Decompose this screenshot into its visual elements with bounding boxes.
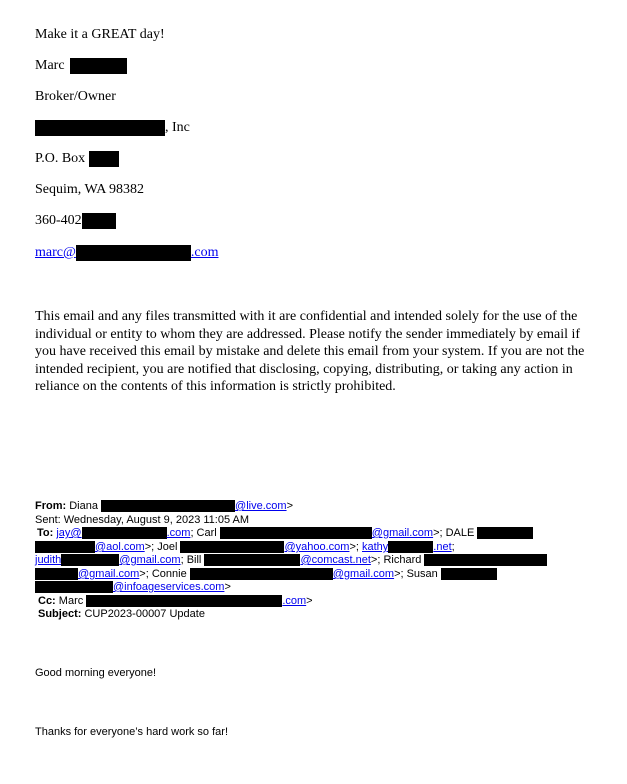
redaction-box [190,568,333,580]
subject-text: CUP2023-00007 Update [84,608,205,620]
redaction-box [180,541,284,553]
email-prefix[interactable]: marc@ [35,245,76,260]
signature-email-link[interactable] [35,245,218,261]
to-sep-5: >; [349,541,359,553]
company-suffix: , Inc [165,120,190,135]
email-suffix[interactable]: .com [190,245,219,260]
signature-po-box [35,151,119,167]
redaction-box [86,595,282,607]
to-email-1-suffix[interactable]: .com [166,527,191,539]
to-email-2-domain[interactable]: @gmail.com [371,527,434,539]
to-email-3-domain[interactable]: @aol.com [95,541,145,553]
to-end: > [224,581,231,593]
to-email-5-suffix[interactable]: .net [433,541,452,553]
signature-company [35,120,190,136]
signature-title: Broker/Owner [35,89,116,104]
redaction-box [61,554,119,566]
redaction-box [388,541,433,553]
to-line-4 [35,568,497,582]
cc-name: Marc [58,595,84,607]
to-line-2 [35,541,455,555]
to-email-6-prefix[interactable]: judith [35,554,62,566]
redaction-box [76,245,191,261]
cc-label: Cc: [38,595,56,607]
to-line-1 [37,527,533,541]
redaction-box [35,581,113,593]
redaction-box [441,568,497,580]
redaction-box [424,554,547,566]
to-email-1-prefix[interactable]: jay@ [56,527,82,539]
redaction-box [89,151,119,167]
redaction-box [204,554,300,566]
to-line-3 [35,554,547,568]
body-greeting: Good morning everyone! [35,667,157,679]
to-email-5-prefix[interactable]: kathy [362,541,389,553]
to-email-7-domain[interactable]: @comcast.net [300,554,371,566]
to-email-4-domain[interactable]: @yahoo.com [284,541,350,553]
redaction-box [477,527,533,539]
to-sep-5-end: ; [451,541,455,553]
redaction-box [35,120,165,136]
redaction-box [82,213,116,229]
body-thanks: Thanks for everyone’s hard work so far! [35,726,228,738]
signature-city: Sequim, WA 98382 [35,182,145,197]
to-email-8-domain[interactable]: @gmail.com [78,568,140,580]
to-name-bill: ; Bill [180,554,202,566]
to-line-5 [35,581,231,595]
to-name-joel: >; Joel [144,541,178,553]
redaction-box [101,500,235,512]
sent-line: Sent: Wednesday, August 9, 2023 11:05 AM [35,514,250,526]
to-name-susan: >; Susan [394,568,438,580]
subject-label: Subject: [38,608,82,620]
signature-first-name: Marc [35,58,65,73]
confidentiality-disclaimer: This email and any files transmitted with it are confidential and intended solely for the use of the individual or entity to whom they are addressed. Please notify the sender immediately by email if you have received this email by mistake and delete this email from your system. If you are not the intended recipient, you are notified that disclosing, copying, distributing, or taking any action in reliance on the contents of this information is strictly prohibited. [35,309,585,394]
to-name-richard: >; Richard [370,554,422,566]
to-label: To: [37,527,54,539]
redaction-box [35,568,78,580]
phone-prefix: 360-402 [35,213,82,228]
to-name-dale: >; DALE [433,527,475,539]
signature-name [35,58,127,74]
cc-end: > [306,595,313,607]
signature-phone [35,213,116,229]
cc-line [38,595,313,609]
to-name-connie: >; Connie [139,568,187,580]
subject-line [38,608,205,622]
to-email-9-domain[interactable]: @gmail.com [332,568,395,580]
to-email-10-domain[interactable]: @infoageservices.com [113,581,225,593]
cc-email-domain[interactable]: .com [282,595,307,607]
from-label: From: [35,500,67,512]
to-email-6-domain[interactable]: @gmail.com [119,554,181,566]
from-email-domain[interactable]: @live.com [235,500,287,512]
sign-off: Make it a GREAT day! [35,27,165,42]
to-name-carl: ; Carl [190,527,217,539]
redaction-box [220,527,372,539]
redaction-box [70,58,127,74]
from-name: Diana [69,500,98,512]
redaction-box [82,527,167,539]
redaction-box [35,541,95,553]
from-line: From: Diana @live.com> [35,500,293,512]
po-box-label: P.O. Box [35,151,86,166]
